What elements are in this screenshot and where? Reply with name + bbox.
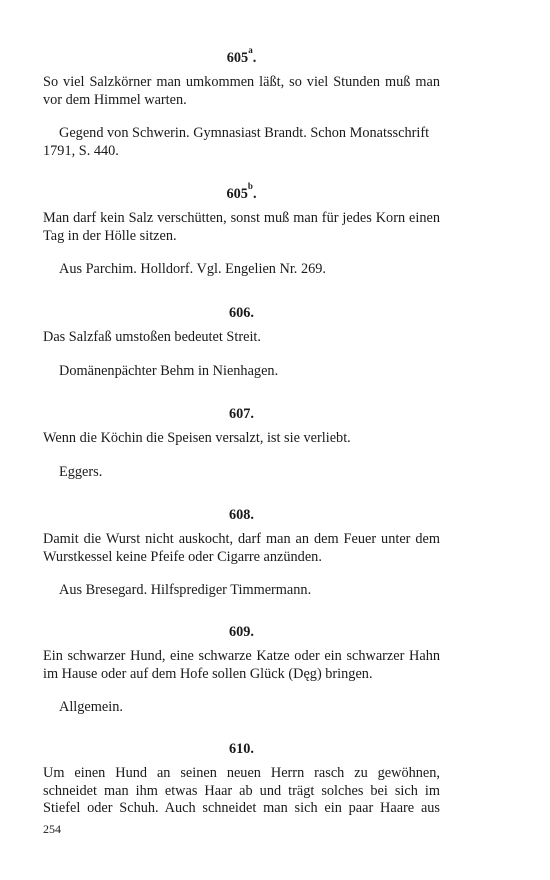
entry-text: Ein schwarzer Hund, eine schwarze Katze oder ein schwarzer Hahn im Hause oder auf dem Hofe sollen Glück (Dęg) bringen. bbox=[43, 648, 440, 682]
entry-number: 609. bbox=[228, 624, 255, 640]
entry-source: Aus Bresegard. Hilfsprediger Timmermann. bbox=[59, 582, 312, 599]
entry-number: 607. bbox=[228, 406, 255, 422]
entry-text: Um einen Hund an seinen neuen Herrn rasch zu gewöhnen, schneidet man ihm etwas Haar ab und trägt solches bei sich im Stiefel oder Schuh. Auch schneidet man sich ein paar Haare aus bbox=[43, 765, 440, 817]
entry-source: Allgemein. bbox=[59, 699, 123, 716]
entry-605b bbox=[43, 181, 440, 279]
entry-source: Domänenpächter Behm in Nienhagen. bbox=[59, 362, 279, 379]
entry-text: Wenn die Köchin die Speisen versalzt, ist sie verliebt. bbox=[43, 430, 351, 446]
entry-text: Damit die Wurst nicht auskocht, darf man an dem Feuer unter dem Wurstkessel keine Pfeife oder Cigarre anzünden. bbox=[43, 531, 440, 565]
entry-609 bbox=[43, 623, 440, 717]
entry-text: Man darf kein Salz verschütten, sonst muß man für jedes Korn einen Tag in der Hölle sitzen. bbox=[43, 210, 440, 244]
entry-number: 606. bbox=[228, 305, 255, 321]
entry-source: Gegend von Schwerin. Gymnasiast Brandt. Schon Monatsschrift 1791, S. 440. bbox=[43, 125, 430, 159]
entry-source: Eggers. bbox=[59, 463, 103, 480]
entry-number: 608. bbox=[228, 507, 255, 523]
entry-607 bbox=[43, 405, 440, 481]
entry-text: Das Salzfaß umstoßen bedeutet Streit. bbox=[43, 329, 261, 345]
entry-number: 605$^b$. bbox=[226, 181, 257, 202]
entry-number: 610. bbox=[228, 741, 255, 757]
entry-608 bbox=[43, 506, 440, 600]
entry-606 bbox=[43, 304, 440, 380]
entry-610 bbox=[43, 740, 440, 818]
entry-number: 605$^a$. bbox=[226, 45, 257, 66]
entry-source: Aus Parchim. Holldorf. Vgl. Engelien Nr. 269. bbox=[59, 261, 326, 278]
entry-text: So viel Salzkörner man umkommen läßt, so viel Stunden muß man vor dem Himmel warten. bbox=[43, 74, 440, 108]
entry-605a bbox=[43, 45, 440, 160]
page-number: 254 bbox=[43, 822, 61, 836]
